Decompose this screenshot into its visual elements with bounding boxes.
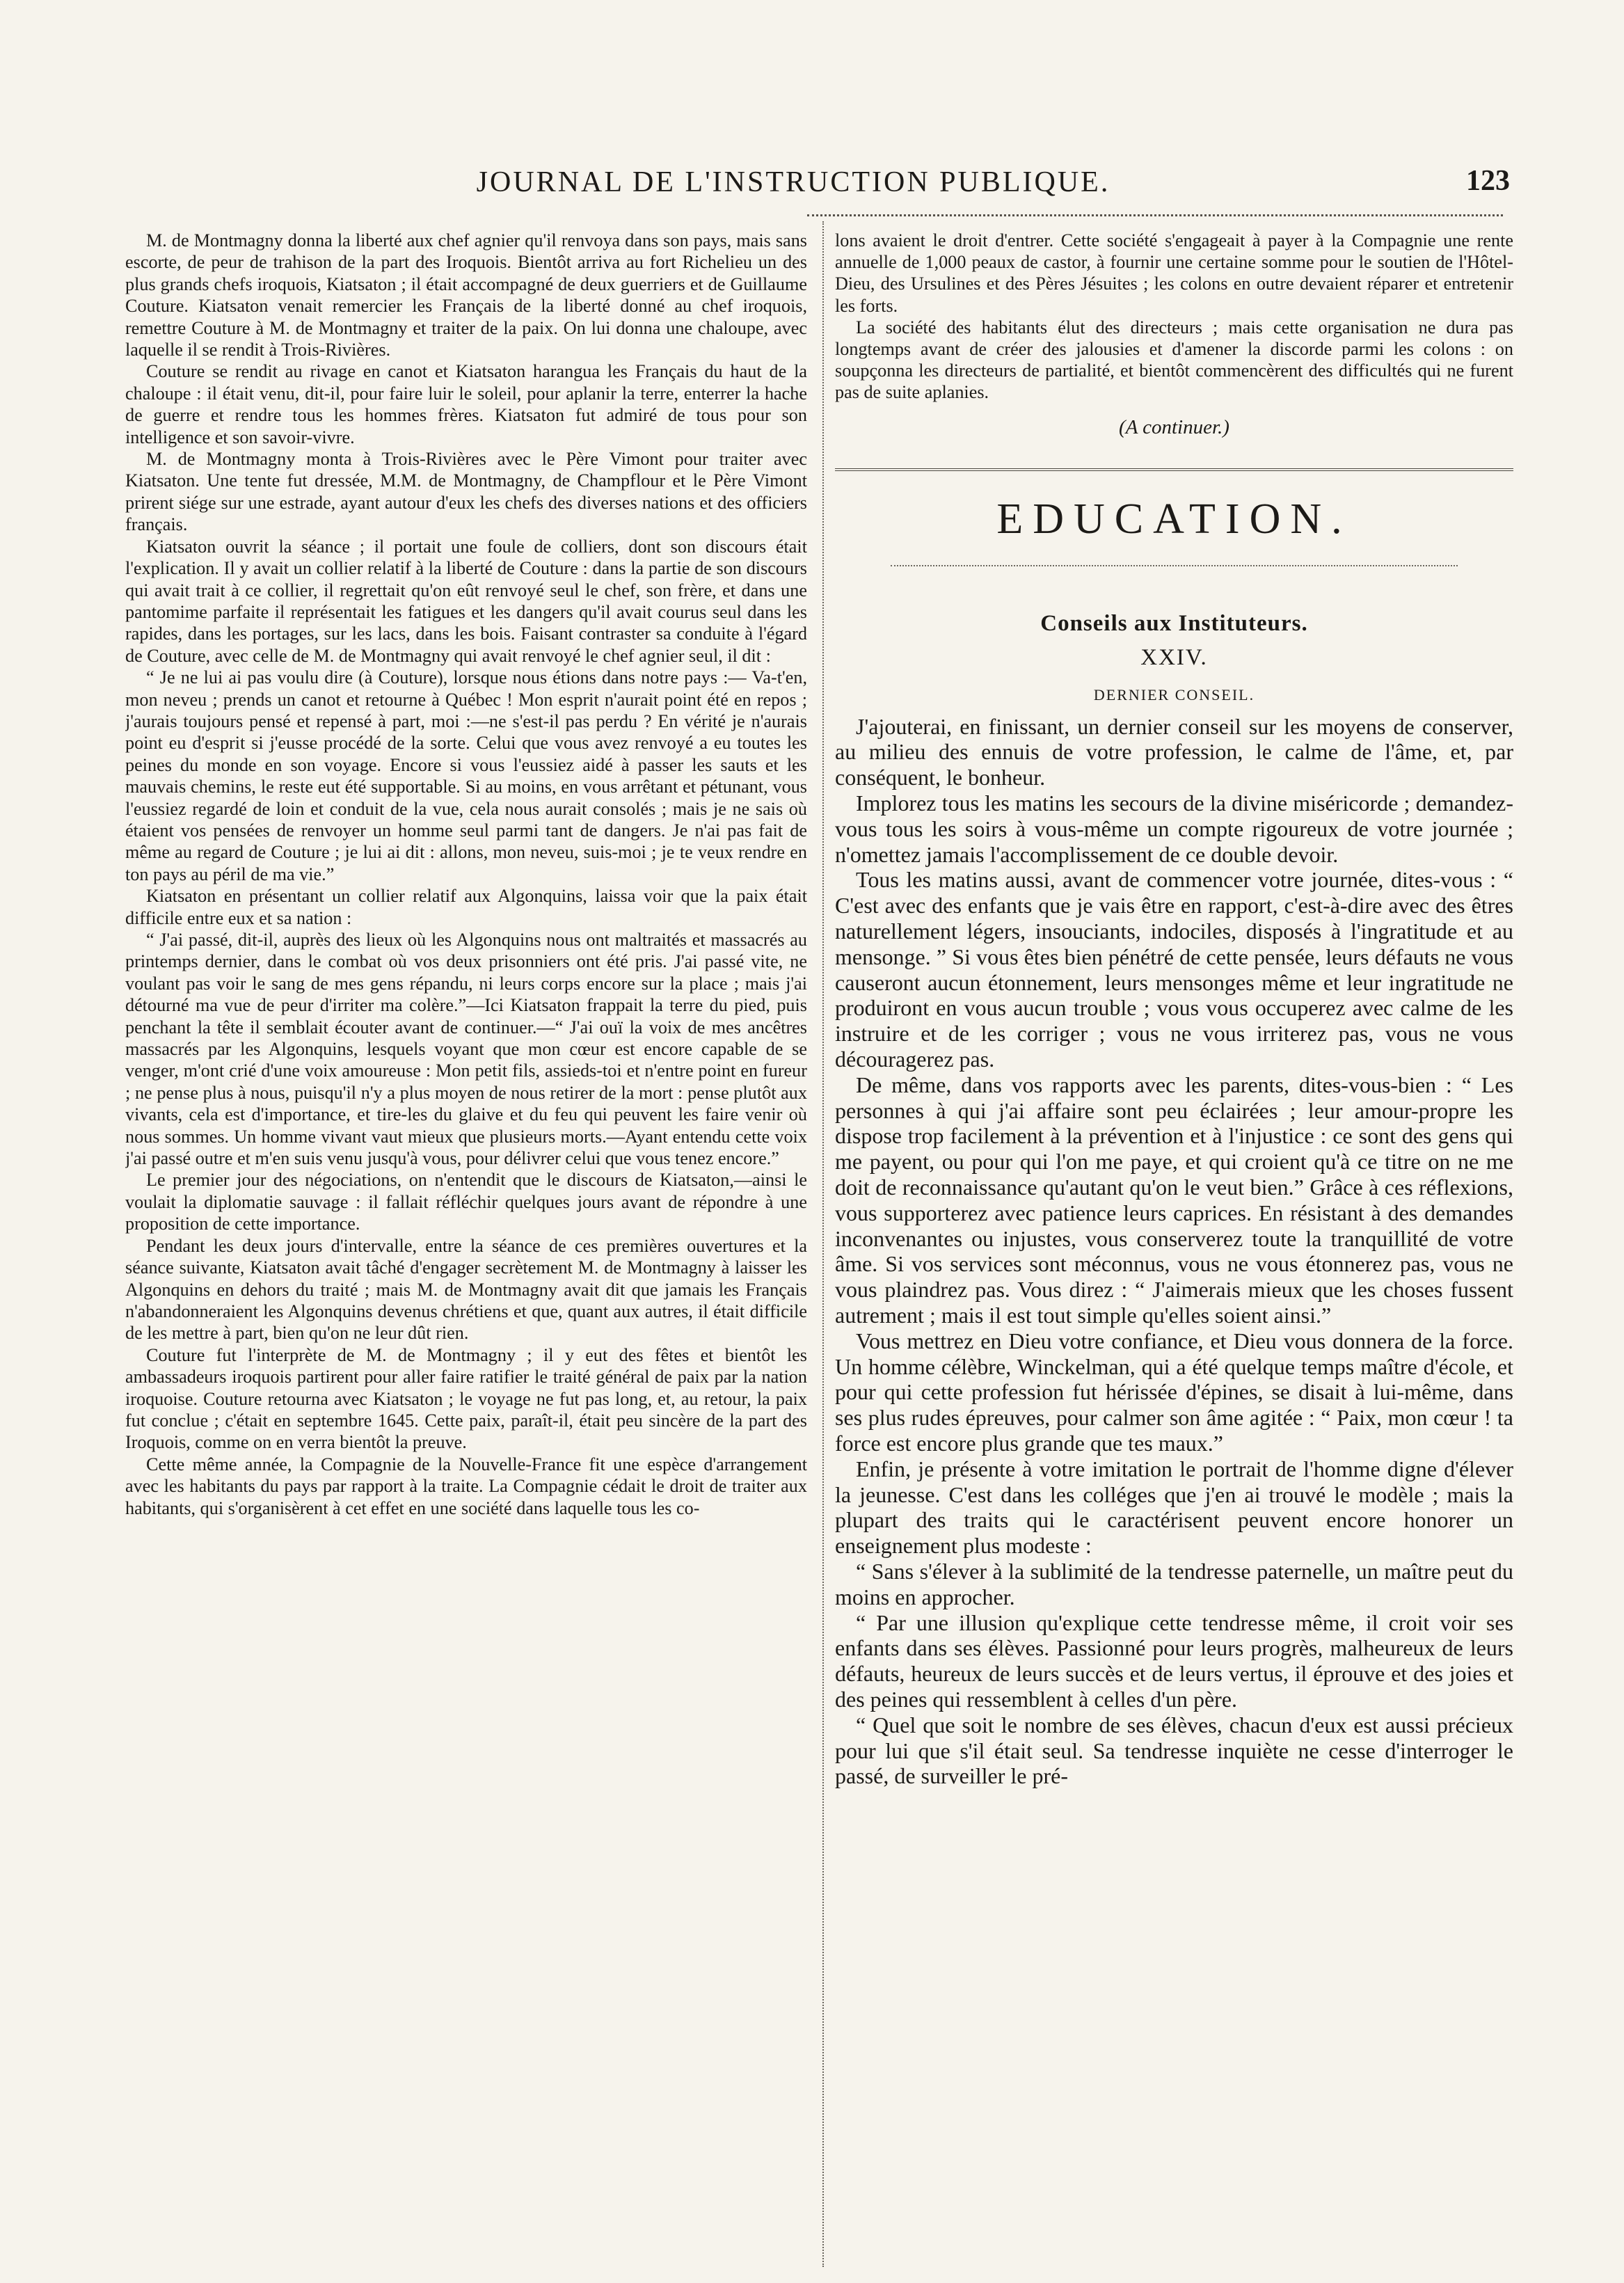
paragraph: M. de Montmagny monta à Trois-Rivières avec le Père Vimont pour traiter avec Kiatsaton. Une tente fut dressée, M.M. de Montmagny, de Champflour et le Père Vimont prirent siége sur une estrade, ayant autour d'eux les chefs des diverses nations et des officiers français. — [125, 449, 807, 535]
paragraph: Kiatsaton ouvrit la séance ; il portait une foule de colliers, dont son discours était l'explication. Il y avait un collier relatif à la liberté de Couture : dans la partie de son discours qui avait trait à ce collier, il regrettait qu'on eût renvoyé seul le chef, son frère, et dans une pantomime parfaite il représentait les fatigues et les dangers qu'il avait courus seul dans les rapides, dans les portages, sur les lacs, dans les bois. Faisant contraster sa conduite à l'égard de Couture, avec celle de M. de Montmagny qui avait renvoyé le chef agnier seul, il dit : — [125, 536, 807, 666]
header-rule — [807, 214, 1503, 216]
paragraph: Kiatsaton en présentant un collier relatif aux Algonquins, laissa voir que la paix était difficile entre eux et sa nation : — [125, 886, 807, 928]
to-be-continued: (A continuer.) — [1119, 415, 1229, 438]
article-number: XXIV. — [1140, 644, 1208, 670]
paragraph: Couture fut l'interprète de M. de Montmagny ; il y eut des fêtes et bientôt les ambassadeurs iroquois partirent pour aller faire ratifier le traité général de paix par la nation iroquoise. Couture retourna avec Kiatsaton ; le voyage ne fut pas long, et, au retour, la paix fut conclue ; c'était en septembre 1645. Cette paix, paraît-il, était peu sincère de la part des Iroquois, comme on en verra bientôt la preuve. — [125, 1344, 807, 1453]
paragraph: Couture se rendit au rivage en canot et Kiatsaton harangua les Français du haut de la chaloupe : il était venu, dit-il, pour faire luir le soleil, pour aplanir la terre, enterrer la hache de guerre et rendre tous les hommes frères. Kiatsaton fut admiré de tous pour son intelligence et son savoir-vivre. — [125, 361, 807, 447]
paragraph: Vous mettrez en Dieu votre confiance, et Dieu vous donnera de la force. Un homme célèbre, Winckelman, qui a été quelque temps maître d'école, et pour qui cette profession fut hérissée d'épines, se disait à lui-même, dans ses plus rudes épreuves, pour calmer son âme agitée : “ Paix, mon cœur ! ta force est encore plus grande que tes maux.” — [835, 1328, 1513, 1456]
section-subrule — [891, 565, 1458, 566]
paragraph: Implorez tous les matins les secours de la divine miséricorde ; demandez-vous tous les soirs à vous-même un compte rigoureux de votre journée ; n'omettez jamais l'accomplissement de ce double devoir. — [835, 790, 1513, 867]
paragraph: De même, dans vos rapports avec les parents, dites-vous-bien : “ Les personnes à qui j'ai affaire sont peu éclairées ; leur amour-propre les dispose trop facilement à la prévention et à l'injustice : ce sont des gens qui me payent, ou pour qui l'on me paye, et qui croient qu'à ce titre on ne me doit de reconnaissance qu'autant qu'on le veut bien.” Grâce à ces réflexions, vous supporterez avec patience leurs caprices. En résistant à des demandes inconvenantes ou injustes, vous conserverez toute la tranquillité de votre âme. Si vos services sont méconnus, vous ne vous étonnerez pas, vous ne vous plaindrez pas. Vous direz : “ J'aimerais mieux que les choses fussent autrement ; mais il est tout simple qu'elles soient ainsi.” — [835, 1072, 1513, 1328]
paragraph: La société des habitants élut des directeurs ; mais cette organisation ne dura pas longtemps avant de créer des jalousies et d'amener la discorde parmi les colons : on soupçonna les directeurs de partialité, et bientôt commencèrent des difficultés qui ne furent pas de suite aplanies. — [835, 317, 1513, 403]
left-column — [125, 230, 807, 2268]
paragraph: Cette même année, la Compagnie de la Nouvelle-France fit une espèce d'arrangement avec les habitants du pays par rapport à la traite. La Compagnie cédait le droit de traiter aux habitants, qui s'organisèrent à cet effet en une société dans laquelle tous les co- — [125, 1454, 807, 1518]
paragraph: Pendant les deux jours d'intervalle, entre la séance de ces premières ouvertures et la séance suivante, Kiatsaton avait tâché d'engager secrètement M. de Montmagny à laisser les Algonquins en dehors du traité ; mais M. de Montmagny avait dit que jamais les Français n'abandonneraient les Algonquins devenus chrétiens et que, quant aux autres, il était difficile de les mettre à part, bien qu'on ne leur dût rien. — [125, 1235, 807, 1344]
paragraph: M. de Montmagny donna la liberté aux chef agnier qu'il renvoya dans son pays, mais sans escorte, de peur de trahison de la part des Iroquois. Bientôt arriva au fort Richelieu un des plus grands chefs iroquois, Kiatsaton ; il était accompagné de deux guerriers et de Guillaume Couture. Kiatsaton venait remercier les Français de la liberté donné au chef iroquois, remettre Couture à M. de Montmagny et traiter de la paix. On lui donna une chaloupe, avec laquelle il se rendit à Trois-Rivières. — [125, 230, 807, 360]
running-title: JOURNAL DE L'INSTRUCTION PUBLIQUE. — [476, 166, 1110, 198]
article-subtitle: DERNIER CONSEIL. — [1093, 685, 1255, 703]
column-divider — [822, 221, 824, 2267]
quotation-paragraph: “ Par une illusion qu'explique cette tendresse même, il croit voir ses enfants dans ses élèves. Passionné pour leurs progrès, malheureux de leurs défauts, heureux de leurs succès et de leurs vertus, il éprouve et des joies et des peines qui ressemblent à celles d'un père. — [835, 1609, 1513, 1712]
paragraph: Enfin, je présente à votre imitation le portrait de l'homme digne d'élever la jeunesse. C'est dans les colléges que j'en ai trouvé le modèle ; mais la plupart des traits qui le caractérisent peuvent encore honorer un enseignement plus modeste : — [835, 1456, 1513, 1559]
section-rule — [835, 468, 1513, 471]
paragraph: lons avaient le droit d'entrer. Cette société s'engageait à payer à la Compagnie une rente annuelle de 1,000 peaux de castor, à fournir une certaine somme pour le soutien de l'Hôtel-Dieu, des Ursulines et des Pères Jésuites ; les colons en outre devaient réparer et entretenir les forts. — [835, 230, 1513, 316]
paragraph: J'ajouterai, en finissant, un dernier conseil sur les moyens de conserver, au milieu des ennuis de votre profession, le calme de l'âme, et, par conséquent, le bonheur. — [835, 713, 1513, 790]
right-column — [835, 230, 1513, 2268]
quotation-paragraph: “ Je ne lui ai pas voulu dire (à Couture), lorsque nous étions dans notre pays :— Va-t'en, mon neveu ; prends un canot et retourne à Québec ! Mon esprit n'aurait point été en repos ; j'aurais toujours pensé et repensé à part, moi :—ne s'est-il pas perdu ? En vérité je n'aurais point eu d'esprit si j'eusse procédé de la sorte. Celui que vous avez renvoyé a eu toutes les peines du monde en son voyage. Encore si vous l'eussiez aidé à passer les sauts et les mauvais chemins, le reste eut été supportable. Si au moins, en vous arrêtant et pétunant, vous l'eussiez regardé de loin et conduit de la vue, cela nous aurait consolés ; mais je ne sais où étaient vos pensées de renvoyer un homme seul parmi tant de dangers. Je n'ai pas fait de même au regard de Couture ; je lui ai dit : allons, mon neveu, suis-moi ; je te veux rendre en ton pays au péril de ma vie.” — [125, 667, 807, 884]
quotation-paragraph: “ J'ai passé, dit-il, auprès des lieux où les Algonquins nous ont maltraités et massacrés au printemps dernier, dans le combat où vos deux prisonniers ont été pris. J'ai passé vite, ne voulant pas voir le sang de mes gens répandu, ni leurs corps encore sur la place ; mais j'ai détourné ma vue de peur d'irriter ma colère.”—Ici Kiatsaton frappait la terre du pied, puis penchant la tête il semblait écouter avant de continuer.—“ J'ai ouï la voix de mes ancêtres massacrés par les Algonquins, lesquels voyant que mon cœur est encore capable de se venger, m'ont crié d'une voix amoureuse : Mon petit fils, assieds-toi et n'entre point en fureur ; ne pense plus à nous, puisqu'il n'y a plus moyen de nous retirer de la mort : pense plutôt aux vivants, cela est d'importance, et tire-les du glaive et du feu qui peuvent les faire venir où nous sommes. Un homme vivant vaut mieux que plusieurs morts.—Ayant entendu cette voix j'ai passé outre et m'en suis venu jusqu'à vous, pour délivrer celui que vous tenez encore.” — [125, 930, 807, 1169]
section-title: EDUCATION. — [996, 495, 1352, 543]
paragraph: Le premier jour des négociations, on n'entendit que le discours de Kiatsaton,—ainsi le voulait la diplomatie sauvage : il fallait réfléchir quelques jours avant de répondre à une proposition de cette importance. — [125, 1170, 807, 1234]
running-head — [77, 161, 1510, 203]
article-body — [835, 714, 1513, 1789]
page-number: 123 — [1466, 165, 1510, 197]
article-title: Conseils aux Instituteurs. — [1040, 610, 1308, 636]
quotation-paragraph: “ Sans s'élever à la sublimité de la tendresse paternelle, un maître peut du moins en approcher. — [835, 1558, 1513, 1609]
continued-text — [835, 230, 1513, 404]
paragraph: Tous les matins aussi, avant de commencer votre journée, dites-vous : “ C'est avec des enfants que je vais être en rapport, c'est-à-dire avec des êtres naturellement légers, insouciants, indociles, disposés à l'ingratitude et au mensonge. ” Si vous êtes bien pénétré de cette pensée, leurs défauts ne vous causeront aucun étonnement, leurs mensonges même et leur ingratitude ne produiront en vous aucun trouble ; vous vous occuperez avec calme de les instruire et de les corriger ; vous ne vous irriterez pas, vous ne vous découragerez pas. — [835, 867, 1513, 1072]
quotation-paragraph: “ Quel que soit le nombre de ses élèves, chacun d'eux est aussi précieux pour lui que s'il était seul. Sa tendresse inquiète ne cesse d'interroger le passé, de surveiller le pré- — [835, 1712, 1513, 1789]
